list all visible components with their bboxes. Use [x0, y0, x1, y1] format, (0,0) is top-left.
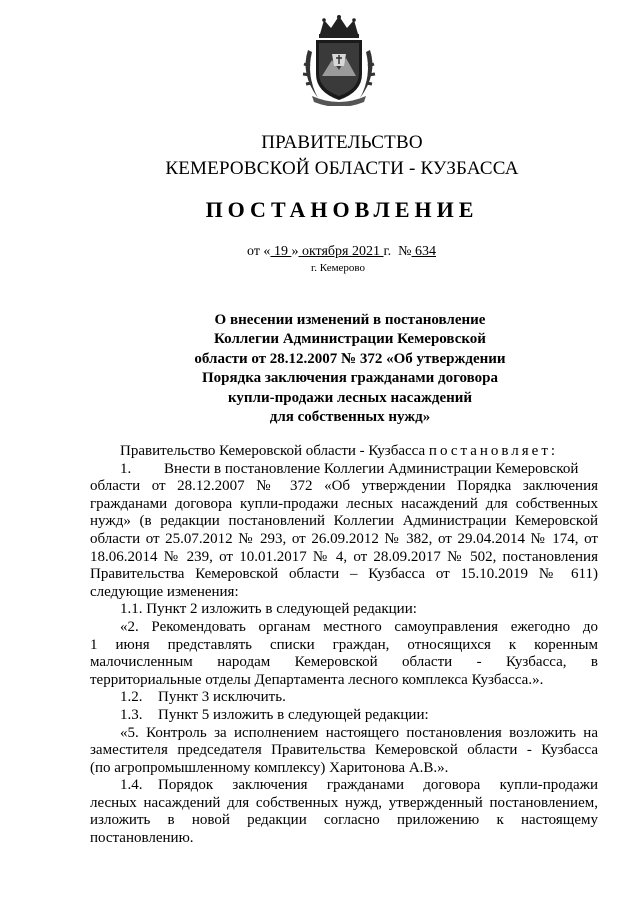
clause-1-line: нужд» (в редакции постановлений Коллегии Администрации Кемеровской: [90, 513, 598, 530]
clause-number: 1.: [120, 460, 132, 477]
date-number-line: [247, 244, 436, 260]
title-line: для собственных нужд»: [269, 409, 431, 426]
document-title: [150, 311, 550, 427]
clause-1-1: 1.1. Пункт 2 изложить в следующей редакции:: [120, 601, 417, 618]
quote-2-line: малочисленным народам Кемеровской области - Кузбасса, в: [90, 654, 598, 671]
clause-1-4-line: лесных насаждений для собственных нужд, утвержденный постановлением,: [90, 794, 598, 811]
clause-1-line: Правительства Кемеровской области – Кузбасса от 15.10.2019 № 611): [90, 566, 598, 583]
document-body: [90, 443, 598, 848]
clause-1-line: области от 25.07.2012 № 293, от 26.09.2012 № 382, от 29.04.2014 № 174, от: [90, 530, 598, 547]
title-line: купли-продажи лесных насаждений: [227, 389, 473, 406]
clause-1-4-line: изложить в новой редакции согласно приложению к настоящему: [90, 812, 598, 829]
clause-number: 1.3.: [120, 706, 143, 723]
clause-1-line: области от 28.12.2007 № 372 «Об утверждении Порядка заключения: [90, 478, 598, 495]
clause-1-4-first-line: [90, 777, 598, 795]
date-mid: »: [291, 244, 299, 259]
document-number: 634: [411, 244, 437, 259]
title-line: Порядка заключения гражданами договора: [202, 370, 498, 387]
city: г. Кемерово: [311, 262, 366, 274]
clause-1-3: [90, 707, 598, 725]
quote-5-first-line: «5. Контроль за исполнением настоящего постановления возложить на: [120, 724, 598, 741]
quote-5-last-line: (по агропромышленному комплексу) Харитонова А.В.».: [90, 759, 449, 776]
clause-1-4-last-line: постановлению.: [90, 830, 194, 847]
document-type: ПОСТАНОВЛЕНИЕ: [205, 197, 479, 222]
clause-1-2: [90, 689, 598, 707]
quote-2-last-line: территориальные отделы Департамента лесного комплекса Кузбасса.».: [90, 671, 544, 688]
date-day: 19: [270, 244, 292, 259]
government-name-line2: КЕМЕРОВСКОЙ ОБЛАСТИ - КУЗБАССА: [165, 158, 519, 179]
quote-5-line: заместителя председателя Правительства Кемеровской области - Кузбасса: [90, 742, 598, 759]
title-line: области от 28.12.2007 № 372 «Об утверждении: [194, 350, 506, 367]
intro-resolves: постановляет:: [428, 443, 559, 459]
date-month-year: октября 2021: [298, 244, 384, 259]
clause-1-line: гражданами договора купли-продажи лесных насаждений для собственных: [90, 495, 598, 512]
number-prefix: №: [398, 244, 412, 259]
clause-1-last-line: следующие изменения:: [90, 583, 239, 600]
clause-number: 1.4.: [120, 777, 143, 794]
title-line: О внесении изменений в постановление: [214, 312, 486, 328]
clause-text: Внести в постановление Коллегии Администрации Кемеровской: [164, 460, 579, 477]
clause-text: Пункт 5 изложить в следующей редакции:: [158, 706, 429, 723]
date-prefix: от «: [247, 244, 271, 259]
clause-number: 1.2.: [120, 689, 143, 706]
government-name-line1: ПРАВИТЕЛЬСТВО: [261, 132, 423, 153]
clause-text: Пункт 3 исключить.: [158, 689, 286, 706]
clause-1-first-line: [90, 461, 598, 479]
intro-paragraph: [90, 443, 598, 461]
coat-of-arms-emblem: [298, 14, 380, 106]
title-line: Коллегии Администрации Кемеровской: [214, 331, 486, 348]
quote-2-line: 1 июня представлять списки граждан, относящихся к коренным: [90, 636, 598, 653]
quote-2-first-line: «2. Рекомендовать органам местного самоуправления ежегодно до: [120, 618, 598, 635]
intro-text: Правительство Кемеровской области - Кузбасса: [120, 443, 429, 459]
clause-1-line: 18.06.2014 № 239, от 10.01.2017 № 4, от 28.09.2017 № 502, постановления: [90, 548, 598, 565]
clause-text: Порядок заключения гражданами договора купли-продажи: [158, 777, 598, 794]
year-suffix: г.: [383, 244, 392, 259]
